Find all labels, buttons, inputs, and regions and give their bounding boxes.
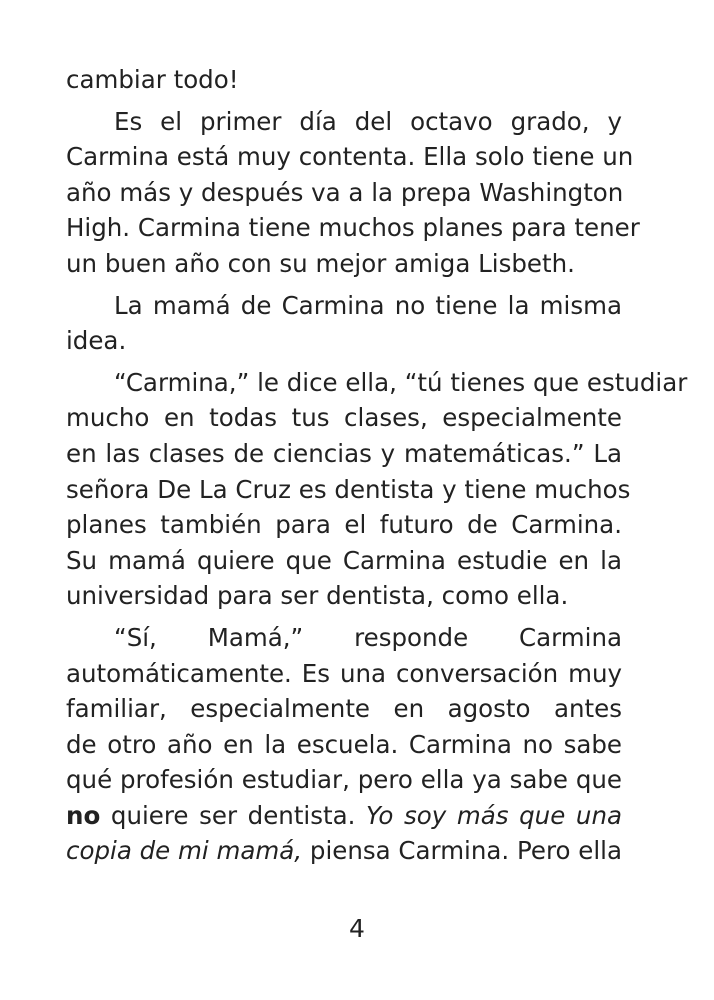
text-line: año más y después va a la prepa Washington	[66, 177, 624, 207]
text-line: Carmina está muy contenta. Ella solo tiene un	[66, 142, 634, 172]
text-line: automáticamente. Es una conversación muy	[66, 658, 622, 688]
emphasis-italic: copia de mi mamá,	[66, 836, 303, 866]
text-segment: piensa Carmina. Pero ella	[302, 836, 622, 866]
text-segment: quiere ser dentista.	[100, 800, 367, 830]
text-line: mucho en todas tus clases, especialmente	[66, 403, 622, 433]
text-line: un buen año con su mejor amiga Lisbeth.	[66, 248, 575, 278]
text-line: cambiar todo!	[66, 65, 239, 94]
text-line: idea.	[66, 326, 127, 356]
text-line: High. Carmina tiene muchos planes para tener	[66, 213, 640, 243]
text-line: familiar, especialmente en agosto antes	[66, 694, 622, 724]
text-line: qué profesión estudiar, pero ella ya sabe que	[66, 765, 622, 795]
page-body	[66, 62, 688, 869]
paragraph-first-line: Es el primer día del octavo grado, y	[114, 106, 622, 136]
paragraph-first-line: “Sí, Mamá,” responde Carmina	[114, 622, 622, 652]
text-line-mixed	[66, 833, 622, 869]
text-line: universidad para ser dentista, como ella.	[66, 581, 569, 611]
text-line: señora De La Cruz es dentista y tiene muchos	[66, 474, 631, 504]
paragraph-first-line: “Carmina,” le dice ella, “tú tienes que estudiar	[114, 367, 688, 397]
text-line-mixed	[66, 798, 622, 834]
page-number: 4	[349, 914, 365, 943]
text-line: de otro año en la escuela. Carmina no sabe	[66, 729, 622, 759]
emphasis-italic: Yo soy más que una	[366, 800, 622, 830]
paragraph-first-line: La mamá de Carmina no tiene la misma	[114, 290, 622, 320]
text-line: Su mamá quiere que Carmina estudie en la	[66, 545, 622, 575]
text-line: planes también para el futuro de Carmina.	[66, 510, 622, 540]
emphasis-bold: no	[66, 800, 101, 830]
text-line: en las clases de ciencias y matemáticas.” La	[66, 438, 622, 468]
